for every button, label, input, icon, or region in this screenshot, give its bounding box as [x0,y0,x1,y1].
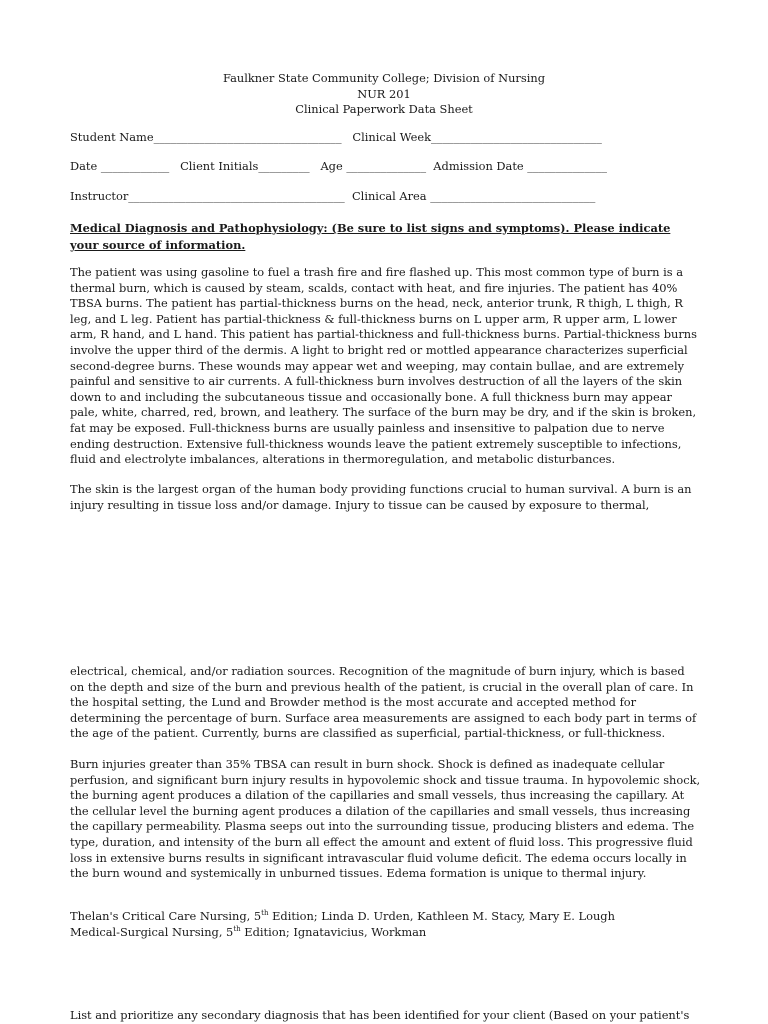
section-heading: Medical Diagnosis and Pathophysiology: (Be sure to list signs and symptoms). Please indicate your source of information. [70,221,671,252]
paragraph-skin-intro: The skin is the largest organ of the human body providing functions crucial to human survival. A burn is an injury resulting in tissue loss and/or damage. Injury to tissue can be caused by exposure to thermal, [70,482,692,512]
document-header [0,71,768,118]
student-name-clinical-week-row: Student Name_________________________________ Clinical Week______________________________ [70,130,602,144]
reference-1: Thelan's Critical Care Nursing, 5th Edition; Linda D. Urden, Kathleen M. Stacy, Mary E. Lough [70,909,615,923]
secondary-diagnosis-prompt: List and prioritize any secondary diagnosis that has been identified for your client (Based on your patient's [70,1008,690,1022]
course-code: NUR 201 [357,86,411,101]
college-name: Faulkner State Community College; Division of Nursing [223,71,545,85]
date-initials-age-admission-row: Date ____________ Client Initials_________ Age ______________ Admission Date ______________ [70,159,608,173]
references [70,909,710,940]
paragraph-burn-shock: Burn injuries greater than 35% TBSA can result in burn shock. Shock is defined as inadequate cellular perfusion, and significant burn injury results in hypovolemic shock and tissue trauma. In hypovolemic shock, the burning agent produces a dilation of the capillaries and small vessels, thus increasing the capillary. At the cellular level the burning agent produces a dilation of the capillaries and small vessels, thus increasing the capillary permeability. Plasma seeps out into the surrounding tissue, producing blisters and edema. The type, duration, and intensity of the burn all effect the amount and extent of fluid loss. This progressive fluid loss in extensive burns results in significant intravascular fluid volume deficit. The edema occurs locally in the burn wound and systemically in unburned tissues. Edema formation is unique to thermal injury. [70,757,701,881]
reference-2: Medical-Surgical Nursing, 5th Edition; Ignatavicius, Workman [70,924,427,939]
instructor-clinical-area-row: Instructor______________________________________ Clinical Area _____________________________ [70,189,596,203]
paragraph-burn-description: The patient was using gasoline to fuel a trash fire and fire flashed up. This most common type of burn is a thermal burn, which is caused by steam, scalds, contact with heat, and fire injuries. The patient has 40% TBSA burns. The patient has partial-thickness burns on the head, neck, anterior trunk, R thigh, L thigh, R leg, and L leg. Patient has partial-thickness & full-thickness burns on L upper arm, R upper arm, L lower arm, R hand, and L hand. This patient has partial-thickness and full-thickness burns. Partial-thickness burns involve the upper third of the dermis. A light to bright red or mottled appearance characterizes superficial second-degree burns. These wounds may appear wet and weeping, may contain bullae, and are extremely painful and sensitive to air currents. A full-thickness burn involves destruction of all the layers of the skin down to and including the subcutaneous tissue and occasionally bone. A full thickness burn may appear pale, white, charred, red, brown, and leathery. The surface of the burn may be dry, and if the skin is broken, fat may be exposed. Full-thickness burns are usually painless and insensitive to palpation due to nerve ending destruction. Extensive full-thickness wounds leave the patient extremely susceptible to infections, fluid and electrolyte imbalances, alterations in thermoregulation, and metabolic disturbances. [70,265,697,467]
paragraph-burn-classification: electrical, chemical, and/or radiation sources. Recognition of the magnitude of burn injury, which is based on the depth and size of the burn and previous health of the patient, is crucial in the overall plan of care. In the hospital setting, the Lund and Browder method is the most accurate and accepted method for determining the percentage of burn. Surface area measurements are assigned to each body part in terms of the age of the patient. Currently, burns are classified as superficial, partial-thickness, or full-thickness. [70,664,697,741]
sheet-title: Clinical Paperwork Data Sheet [295,102,473,117]
